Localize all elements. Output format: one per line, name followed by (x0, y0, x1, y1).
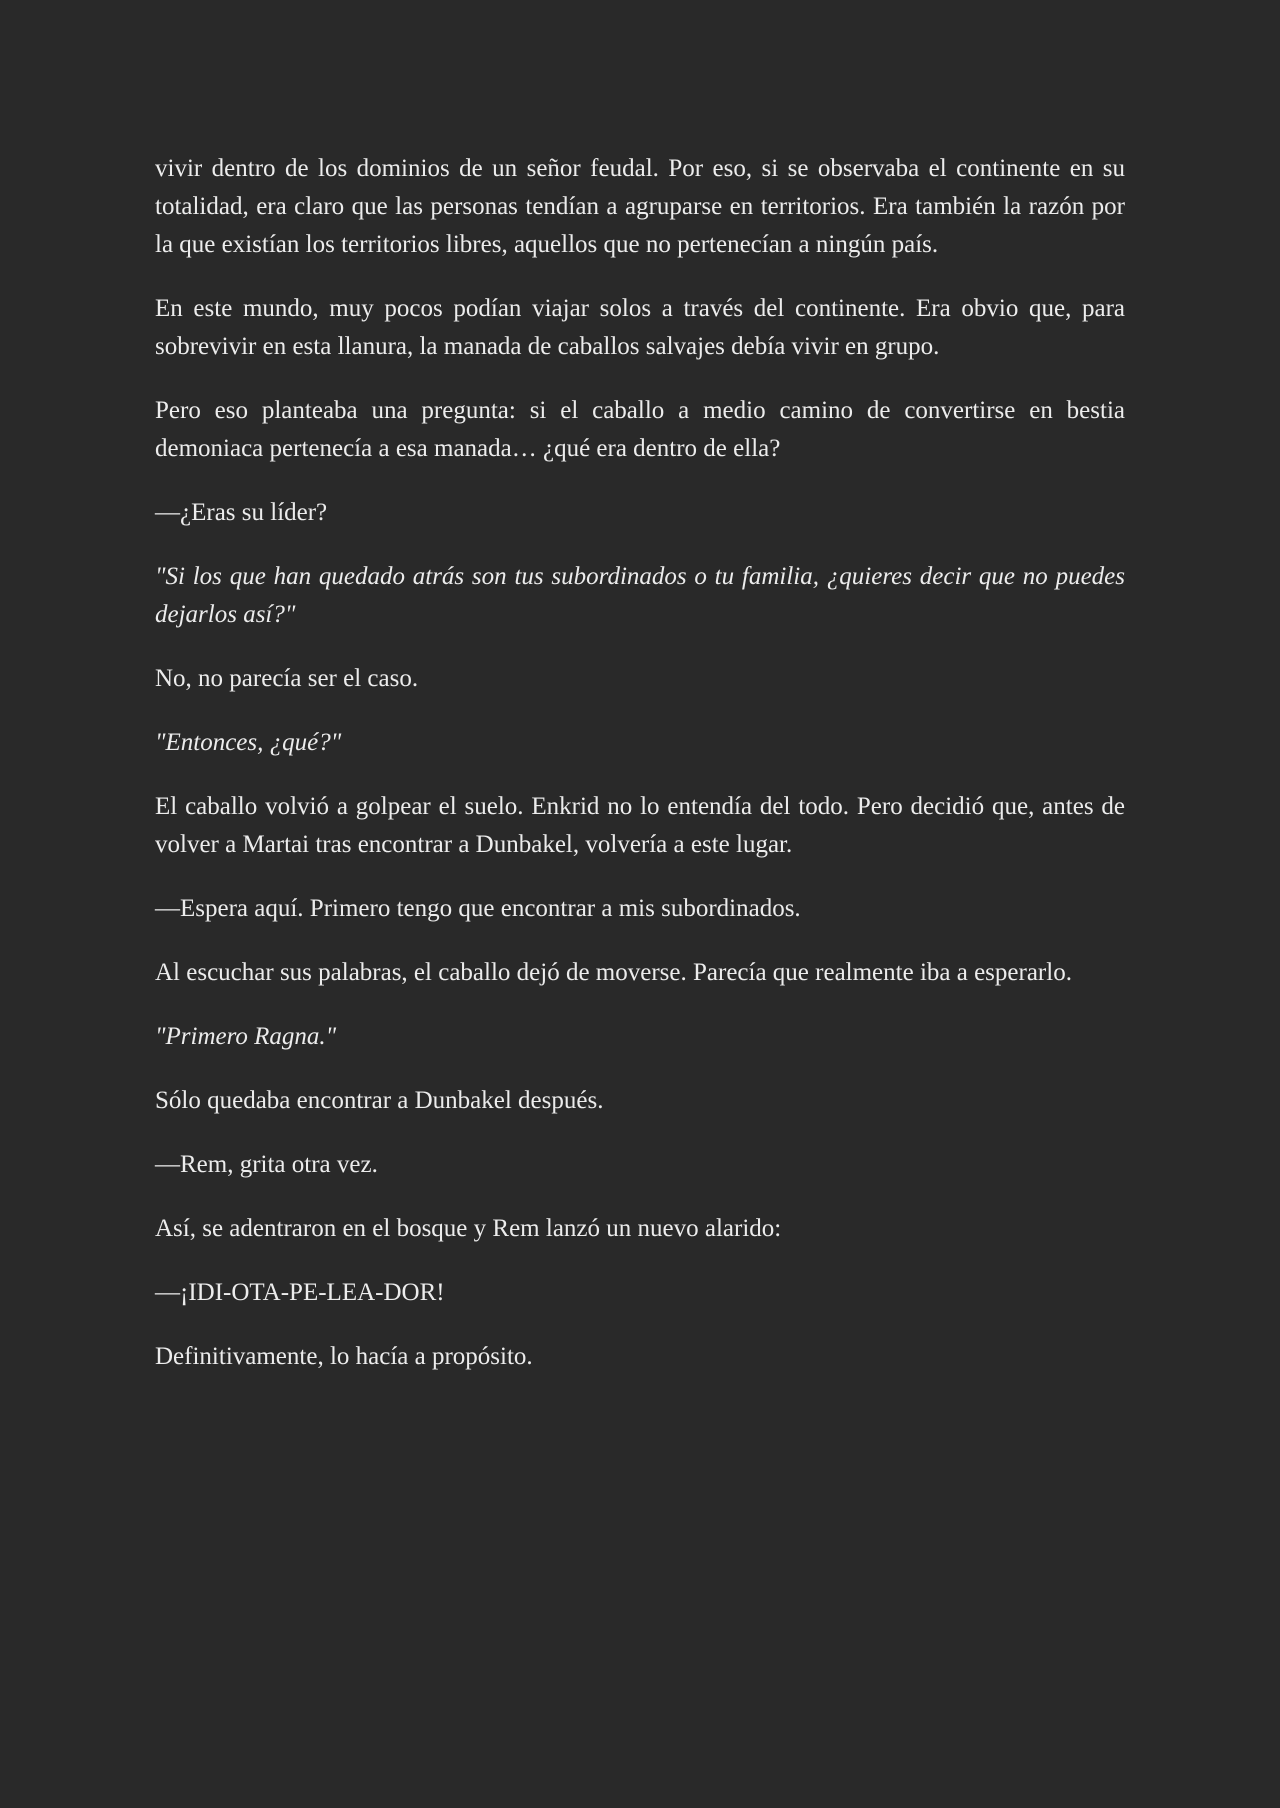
dialogue-line-4: —¡IDI-OTA-PE-LEA-DOR! (155, 1279, 445, 1306)
paragraph-2: En este mundo, muy pocos podían viajar solos a través del continente. Era obvio que, para sobrevivir en esta llanura, la manada de caballos salvajes debía vivir en grupo. (155, 295, 1125, 360)
inner-thought-1: "Si los que han quedado atrás son tus subordinados o tu familia, ¿quieres decir que no puedes dejarlos así?" (155, 563, 1125, 628)
dialogue-line-3: —Rem, grita otra vez. (155, 1151, 378, 1178)
paragraph-8: Así, se adentraron en el bosque y Rem lanzó un nuevo alarido: (155, 1215, 782, 1242)
paragraph-9: Definitivamente, lo hacía a propósito. (155, 1343, 533, 1370)
chapter-text (155, 150, 1125, 1376)
paragraph-7: Sólo quedaba encontrar a Dunbakel después. (155, 1087, 604, 1114)
dialogue-line-1: —¿Eras su líder? (155, 499, 328, 526)
inner-thought-3: "Primero Ragna." (155, 1023, 337, 1050)
inner-thought-2: "Entonces, ¿qué?" (155, 729, 342, 756)
paragraph-6: Al escuchar sus palabras, el caballo dejó de moverse. Parecía que realmente iba a esperarlo. (155, 959, 1072, 986)
paragraph-3: Pero eso planteaba una pregunta: si el caballo a medio camino de convertirse en bestia demoniaca pertenecía a esa manada… ¿qué era dentro de ella? (155, 397, 1125, 462)
paragraph-5: El caballo volvió a golpear el suelo. Enkrid no lo entendía del todo. Pero decidió que, antes de volver a Martai tras encontrar a Dunbakel, volvería a este lugar. (155, 793, 1125, 858)
paragraph-1: vivir dentro de los dominios de un señor feudal. Por eso, si se observaba el continente en su totalidad, era claro que las personas tendían a agruparse en territorios. Era también la razón por la que existían los territorios libres, aquellos que no pertenecían a ningún país. (155, 155, 1125, 258)
paragraph-4: No, no parecía ser el caso. (155, 665, 419, 692)
dialogue-line-2: —Espera aquí. Primero tengo que encontrar a mis subordinados. (155, 895, 801, 922)
